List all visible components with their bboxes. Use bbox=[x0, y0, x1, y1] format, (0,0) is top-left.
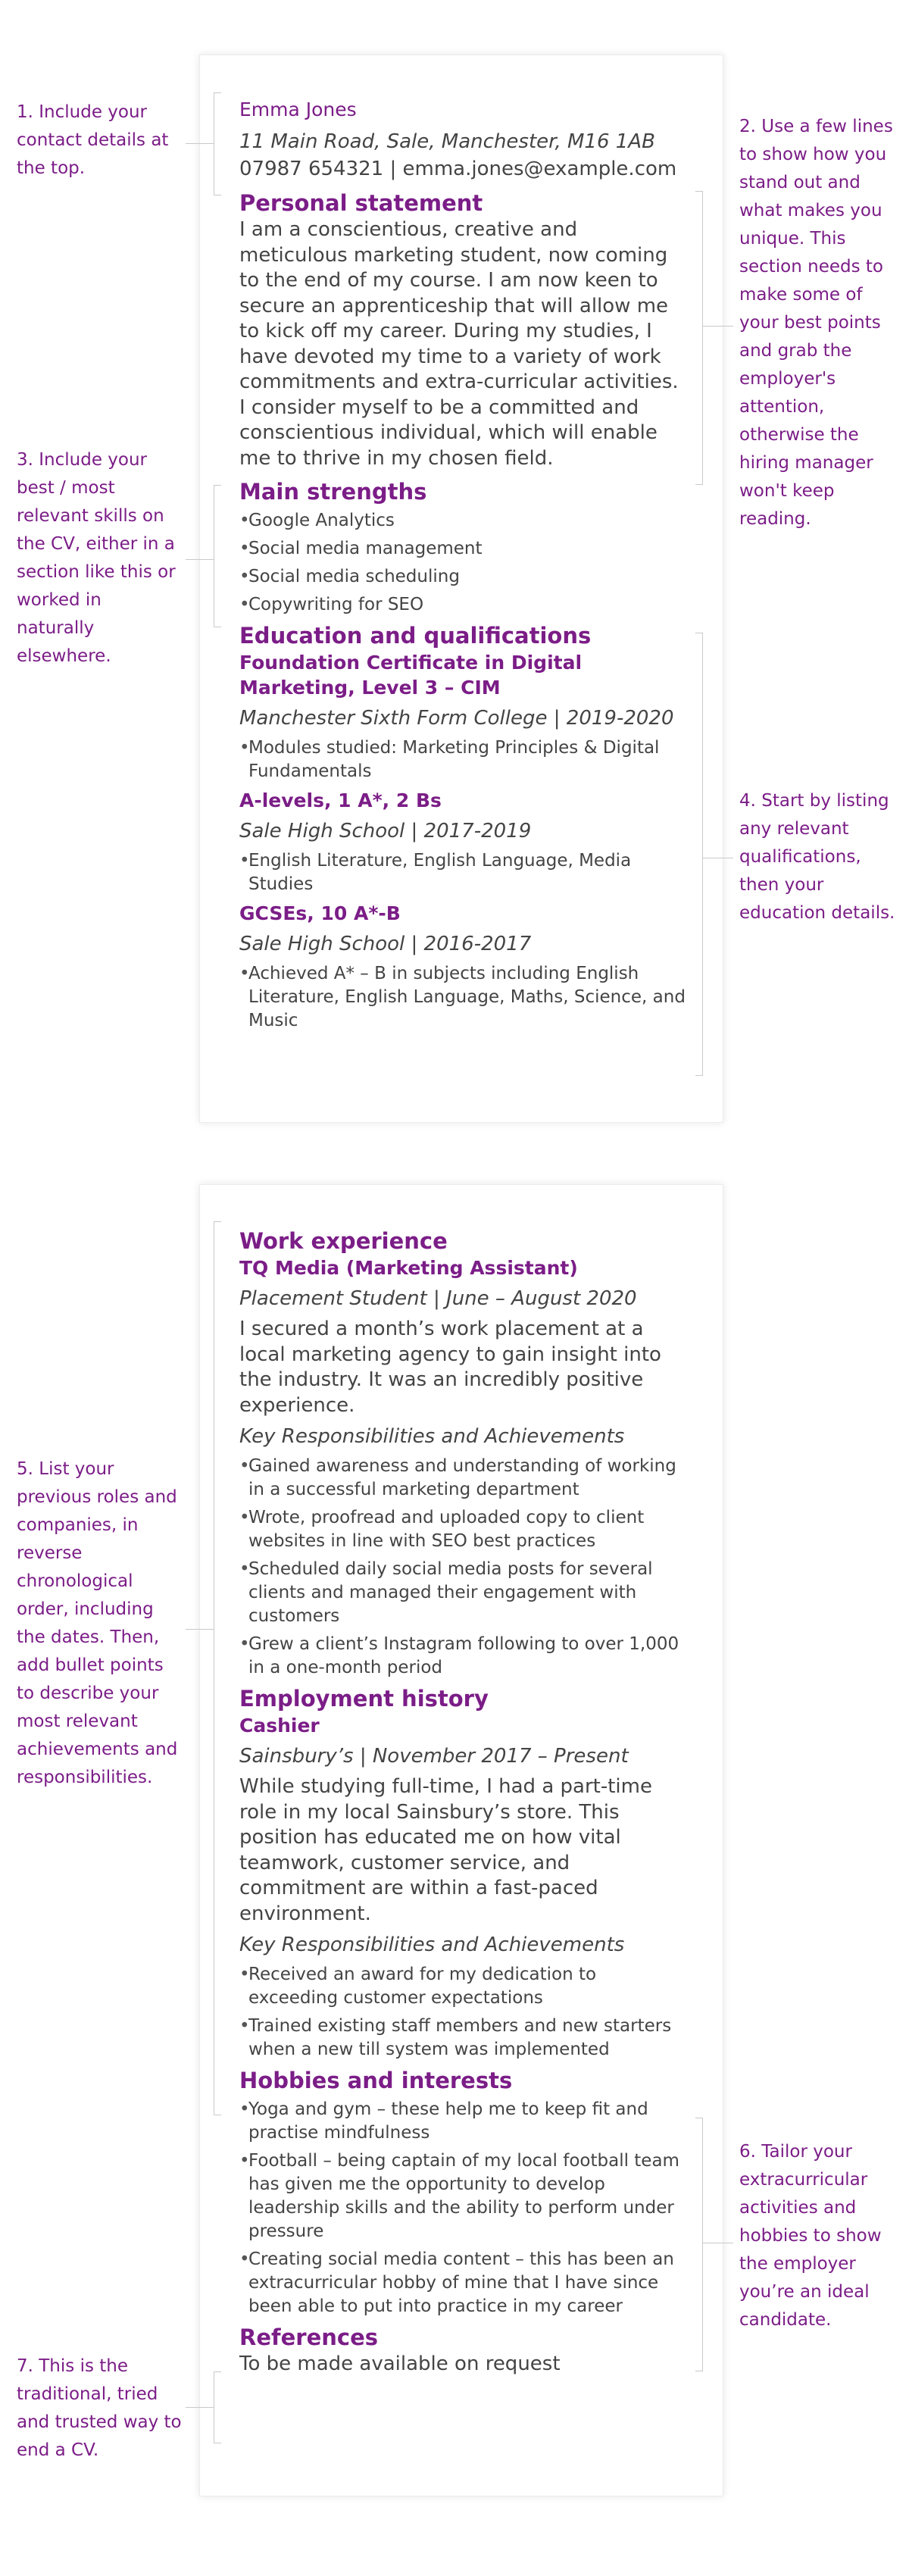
hobbies-title: Hobbies and interests bbox=[239, 2068, 513, 2093]
list-item: • Scheduled daily social media posts for several clients and managed their engagement with customers bbox=[248, 1558, 686, 1628]
list-item: • Modules studied: Marketing Principles & Digital Fundamentals bbox=[248, 736, 686, 783]
cv-page-1 bbox=[199, 55, 723, 1123]
annotation-bracket bbox=[214, 2371, 221, 2443]
qualification-place: Sale High School | 2017-2019 bbox=[239, 820, 532, 843]
hobbies-list bbox=[239, 2098, 686, 2318]
work-resp-heading: Key Responsibilities and Achievements bbox=[239, 1425, 625, 1448]
personal-statement-title: Personal statement bbox=[239, 190, 483, 216]
annotation-bracket bbox=[214, 485, 221, 627]
annotation-note-5: 5. List your previous roles and companies, in reverse chronological order, including the dates. Then, add bullet points to describe your most relevant achievements and responsibilities. bbox=[17, 1459, 178, 1787]
qualification-bullets bbox=[239, 736, 686, 783]
list-item: • Grew a client’s Instagram following to over 1,000 in a one-month period bbox=[248, 1633, 686, 1680]
list-item: • Trained existing staff members and new starters when a new till system was implemented bbox=[248, 2015, 686, 2062]
list-item: • Gained awareness and understanding of working in a successful marketing department bbox=[248, 1455, 686, 1502]
annotation-note-3: 3. Include your best / most relevant skills on the CV, either in a section like this or worked in naturally elsewhere. bbox=[17, 450, 176, 666]
annotation-bracket bbox=[214, 92, 221, 195]
strengths-list bbox=[239, 509, 686, 617]
list-item: • Google Analytics bbox=[248, 509, 686, 533]
annotation-connector bbox=[186, 2407, 214, 2408]
cv-page-2-content bbox=[239, 1227, 686, 2377]
annotation-bracket bbox=[695, 2118, 703, 2371]
annotation-bracket bbox=[695, 191, 703, 485]
annotation-note-2: 2. Use a few lines to show how you stand out and what makes you unique. This section needs to make some of your best points and grab the employer's attention, otherwise the hiring manager won't keep reading. bbox=[739, 117, 893, 529]
list-item: • Football – being captain of my local football team has given me the opportunity to develop leadership skills and the ability to perform under pressure bbox=[248, 2149, 686, 2243]
list-item: • Copywriting for SEO bbox=[248, 593, 686, 617]
qualification-place: Manchester Sixth Form College | 2019-2020 bbox=[239, 707, 674, 730]
list-item: • English Literature, English Language, Media Studies bbox=[248, 849, 686, 896]
annotation-note-7: 7. This is the traditional, tried and trusted way to end a CV. bbox=[17, 2356, 182, 2460]
annotation-note-1: 1. Include your contact details at the top. bbox=[17, 102, 169, 178]
annotation-note-6: 6. Tailor your extracurricular activities and hobbies to show the employer you’re an ideal candidate. bbox=[739, 2142, 882, 2330]
annotation-bracket bbox=[695, 633, 703, 1076]
qualification-title: A-levels, 1 A*, 2 Bs bbox=[239, 789, 442, 811]
list-item: • Wrote, proofread and uploaded copy to client websites in line with SEO best practices bbox=[248, 1506, 686, 1553]
education-entry bbox=[239, 901, 686, 1033]
annotation-connector bbox=[186, 143, 214, 144]
personal-statement-text: I am a conscientious, creative and meticulous marketing student, now coming to the end of my course. I am now keen to secure an apprenticeship that will allow me to kick off my career. During my studies, I have devoted my time to a variety of work commitments and extra-curricular activities. I consider myself to be a committed and conscientious individual, which will enable me to thrive in my chosen field. bbox=[239, 218, 679, 470]
annotation-connector bbox=[186, 1629, 214, 1630]
list-item: • Social media management bbox=[248, 537, 686, 561]
qualification-bullets bbox=[239, 849, 686, 896]
employment-job: Cashier bbox=[239, 1715, 320, 1737]
education-title: Education and qualifications bbox=[239, 623, 592, 649]
education-entry bbox=[239, 788, 686, 896]
annotation-connector bbox=[186, 559, 214, 560]
employment-place: Sainsbury’s | November 2017 – Present bbox=[239, 1745, 629, 1768]
candidate-address: 11 Main Road, Sale, Manchester, M16 1AB bbox=[239, 130, 655, 153]
employment-bullets bbox=[239, 1963, 686, 2062]
list-item: • Creating social media content – this has been an extracurricular hobby of mine that I have since been able to put into practice in my career bbox=[248, 2248, 686, 2318]
qualification-bullets bbox=[239, 962, 686, 1033]
employment-resp-heading: Key Responsibilities and Achievements bbox=[239, 1934, 625, 1956]
list-item: • Received an award for my dedication to exceeding customer expectations bbox=[248, 1963, 686, 2010]
list-item: • Yoga and gym – these help me to keep fit and practise mindfulness bbox=[248, 2098, 686, 2145]
qualification-place: Sale High School | 2016-2017 bbox=[239, 933, 532, 955]
annotation-connector bbox=[703, 326, 733, 327]
employment-summary: While studying full-time, I had a part-time role in my local Sainsbury’s store. This position has educated me on how vital teamwork, customer service, and commitment are within a fast-paced environment. bbox=[239, 1775, 652, 1925]
annotation-note-4: 4. Start by listing any relevant qualifications, then your education details. bbox=[739, 791, 895, 923]
employment-history-title: Employment history bbox=[239, 1686, 489, 1712]
list-item: • Achieved A* – B in subjects including English Literature, English Language, Maths, Science, and Music bbox=[248, 962, 686, 1033]
list-item: • Social media scheduling bbox=[248, 565, 686, 589]
work-company: TQ Media (Marketing Assistant) bbox=[239, 1257, 578, 1279]
references-title: References bbox=[239, 2324, 379, 2350]
qualification-title: Foundation Certificate in Digital Marketing, Level 3 – CIM bbox=[239, 652, 583, 699]
candidate-contact: 07987 654321 | emma.jones@example.com bbox=[239, 158, 677, 180]
work-summary: I secured a month’s work placement at a local marketing agency to gain insight into the industry. It was an incredibly positive experience. bbox=[239, 1318, 661, 1417]
work-role: Placement Student | June – August 2020 bbox=[239, 1287, 637, 1310]
references-text: To be made available on request bbox=[239, 2352, 561, 2375]
cv-page-2 bbox=[199, 1184, 723, 2496]
education-entry bbox=[239, 650, 686, 783]
candidate-name: Emma Jones bbox=[239, 98, 357, 120]
annotation-bracket bbox=[214, 1221, 221, 2115]
main-strengths-title: Main strengths bbox=[239, 479, 427, 505]
qualification-title: GCSEs, 10 A*-B bbox=[239, 902, 401, 924]
cv-page-1-content bbox=[239, 98, 686, 1037]
work-bullets bbox=[239, 1455, 686, 1680]
work-experience-title: Work experience bbox=[239, 1228, 448, 1254]
